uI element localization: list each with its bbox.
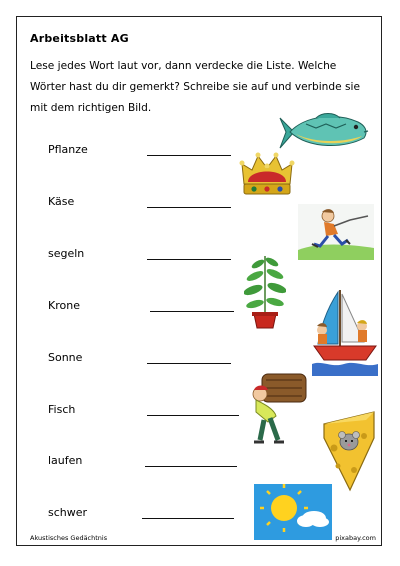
running-boy-picture <box>298 204 374 260</box>
word-item: Pflanze <box>48 143 88 156</box>
cheese-picture <box>320 408 378 492</box>
answer-blank[interactable] <box>145 466 237 467</box>
footer-left: Akustisches Gedächtnis <box>30 534 108 542</box>
fish-picture <box>276 110 370 154</box>
answer-blank[interactable] <box>147 155 231 156</box>
answer-blank[interactable] <box>150 311 234 312</box>
word-item: Fisch <box>48 403 76 416</box>
crown-picture <box>238 150 296 204</box>
answer-blank[interactable] <box>147 415 239 416</box>
answer-blank[interactable] <box>147 259 231 260</box>
answer-blank[interactable] <box>147 207 231 208</box>
word-item: schwer <box>48 506 88 519</box>
footer-right: pixabay.com <box>335 534 376 542</box>
answer-blank[interactable] <box>147 363 231 364</box>
word-item: Krone <box>48 299 80 312</box>
sun-picture <box>254 484 332 540</box>
word-item: Sonne <box>48 351 83 364</box>
instructions: Lese jedes Wort laut vor, dann verdecke die Liste. Welche Wörter hast du dir gemerkt? Schreibe sie auf und verbinde sie mit dem richtigen Bild. <box>30 60 360 114</box>
heavy-load-picture <box>246 368 312 446</box>
sailboat-picture <box>312 286 378 376</box>
word-item: segeln <box>48 247 85 260</box>
plant-picture <box>244 250 286 330</box>
word-item: laufen <box>48 454 83 467</box>
worksheet-title: Arbeitsblatt AG <box>30 32 129 45</box>
word-item: Käse <box>48 195 75 208</box>
answer-blank[interactable] <box>142 518 234 519</box>
